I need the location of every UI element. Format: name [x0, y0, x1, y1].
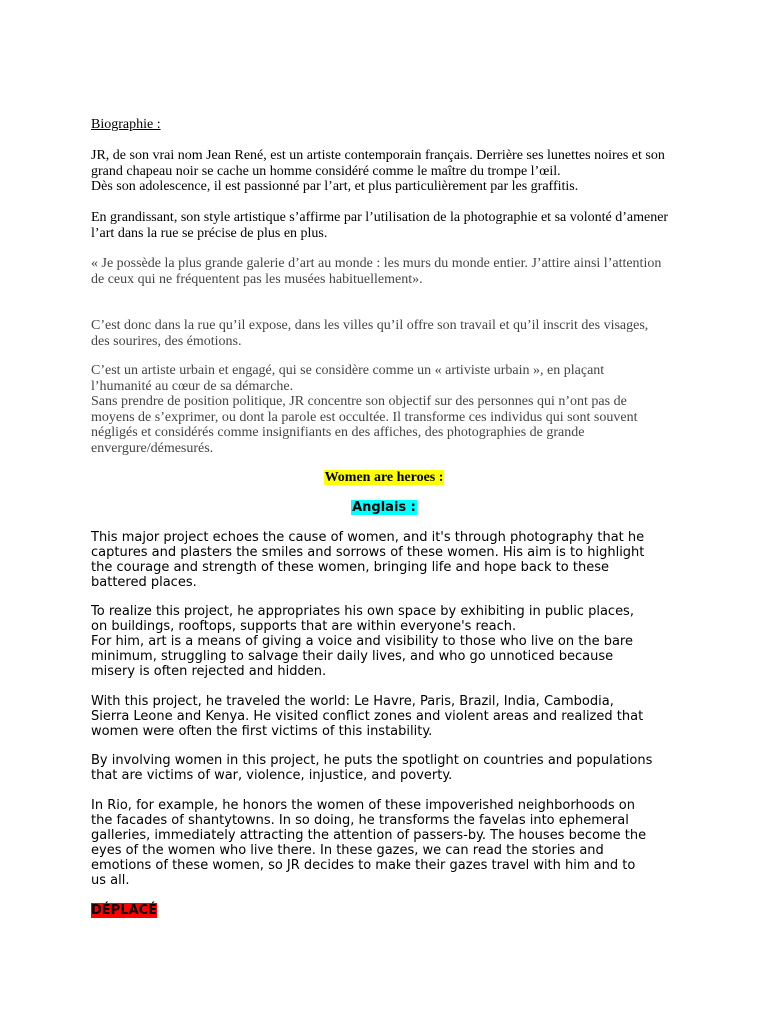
english-paragraph-5	[91, 798, 683, 888]
text-line: emotions of these women, so JR decides to make their gazes travel with him and to	[91, 858, 636, 873]
text-line: négligés et considérés comme insignifiants en des affiches, des photographies de grande	[91, 425, 585, 441]
english-paragraph-1	[91, 530, 683, 590]
text-line: By involving women in this project, he puts the spotlight on countries and populations	[91, 753, 653, 768]
text-line: women were often the first victims of this instability.	[91, 724, 433, 739]
moved-label: DÉPLACÉ	[91, 903, 157, 918]
text-line: With this project, he traveled the world: Le Havre, Paris, Brazil, India, Cambodia,	[91, 694, 614, 709]
biography-heading: Biographie :	[91, 117, 161, 132]
text-line: To realize this project, he appropriates his own space by exhibiting in public places,	[91, 604, 634, 619]
text-line: captures and plasters the smiles and sorrows of these women. His aim is to highlight	[91, 545, 645, 560]
text-line: Sierra Leone and Kenya. He visited conflict zones and violent areas and realized that	[91, 709, 644, 724]
bio-paragraph-2	[91, 210, 683, 241]
text-line: Dès son adolescence, il est passionné par l’art, et plus particulièrement par les graffitis.	[91, 179, 579, 195]
bio-paragraph-3	[91, 318, 683, 349]
text-line: Sans prendre de position politique, JR concentre son objectif sur des personnes qui n’ont pas de	[91, 394, 627, 410]
text-line: l’art dans la rue se précise de plus en plus.	[91, 225, 328, 241]
text-line: « Je possède la plus grande galerie d’art au monde : les murs du monde entier. J’attire ainsi l’attention	[91, 256, 662, 271]
women-are-heroes-heading	[0, 470, 768, 486]
text-line: C’est un artiste urbain et engagé, qui se considère comme un « artiviste urbain », en plaçant	[91, 363, 605, 378]
text-line: des sourires, des émotions.	[91, 333, 242, 349]
text-line: galleries, immediately attracting the attention of passers-by. The houses become the	[91, 828, 647, 843]
text-line: grand chapeau noir se cache un homme considéré comme le maître du trompe l’œil.	[91, 163, 561, 179]
bio-paragraph-1	[91, 148, 683, 195]
text-line: that are victims of war, violence, injustice, and poverty.	[91, 768, 453, 783]
text-line: This major project echoes the cause of women, and it's through photography that he	[91, 530, 645, 545]
english-heading	[0, 500, 768, 515]
bio-paragraph-4	[91, 363, 683, 457]
text-line: misery is often rejected and hidden.	[91, 664, 327, 679]
text-line: battered places.	[91, 575, 197, 590]
english-paragraph-4	[91, 753, 683, 783]
text-line: minimum, struggling to salvage their daily lives, and who go unnoticed because	[91, 649, 614, 664]
english-paragraph-3	[91, 694, 683, 739]
highlighted-title: Women are heroes :	[324, 470, 444, 485]
text-line: the courage and strength of these women, bringing life and hope back to these	[91, 560, 609, 575]
text-line: on buildings, rooftops, supports that are within everyone's reach.	[91, 619, 517, 634]
text-line: the facades of shantytowns. In so doing, he transforms the favelas into ephemeral	[91, 813, 629, 828]
text-line: de ceux qui ne fréquentent pas les musées habituellement».	[91, 271, 423, 287]
text-line: us all.	[91, 873, 130, 888]
text-line: moyens de s’exprimer, ou dont la parole est occultée. Il transforme ces individus qui sont souvent	[91, 409, 638, 425]
text-line: l’humanité au cœur de sa démarche.	[91, 378, 294, 394]
text-line: JR, de son vrai nom Jean René, est un artiste contemporain français. Derrière ses lunettes noires et son	[91, 148, 665, 163]
highlighted-title: Anglais :	[352, 500, 416, 515]
text-line: En grandissant, son style artistique s’affirme par l’utilisation de la photographie et sa volonté d’amener	[91, 210, 669, 225]
text-line: In Rio, for example, he honors the women of these impoverished neighborhoods on	[91, 798, 635, 813]
text-line: eyes of the women who live there. In these gazes, we can read the stories and	[91, 843, 604, 858]
text-line: For him, art is a means of giving a voice and visibility to those who live on the bare	[91, 634, 633, 649]
quote-paragraph	[91, 256, 683, 287]
text-line: C’est donc dans la rue qu’il expose, dans les villes qu’il offre son travail et qu’il inscrit des visages,	[91, 318, 649, 333]
moved-marker	[91, 903, 683, 918]
english-paragraph-2	[91, 604, 683, 679]
text-line: envergure/démesurés.	[91, 440, 214, 456]
